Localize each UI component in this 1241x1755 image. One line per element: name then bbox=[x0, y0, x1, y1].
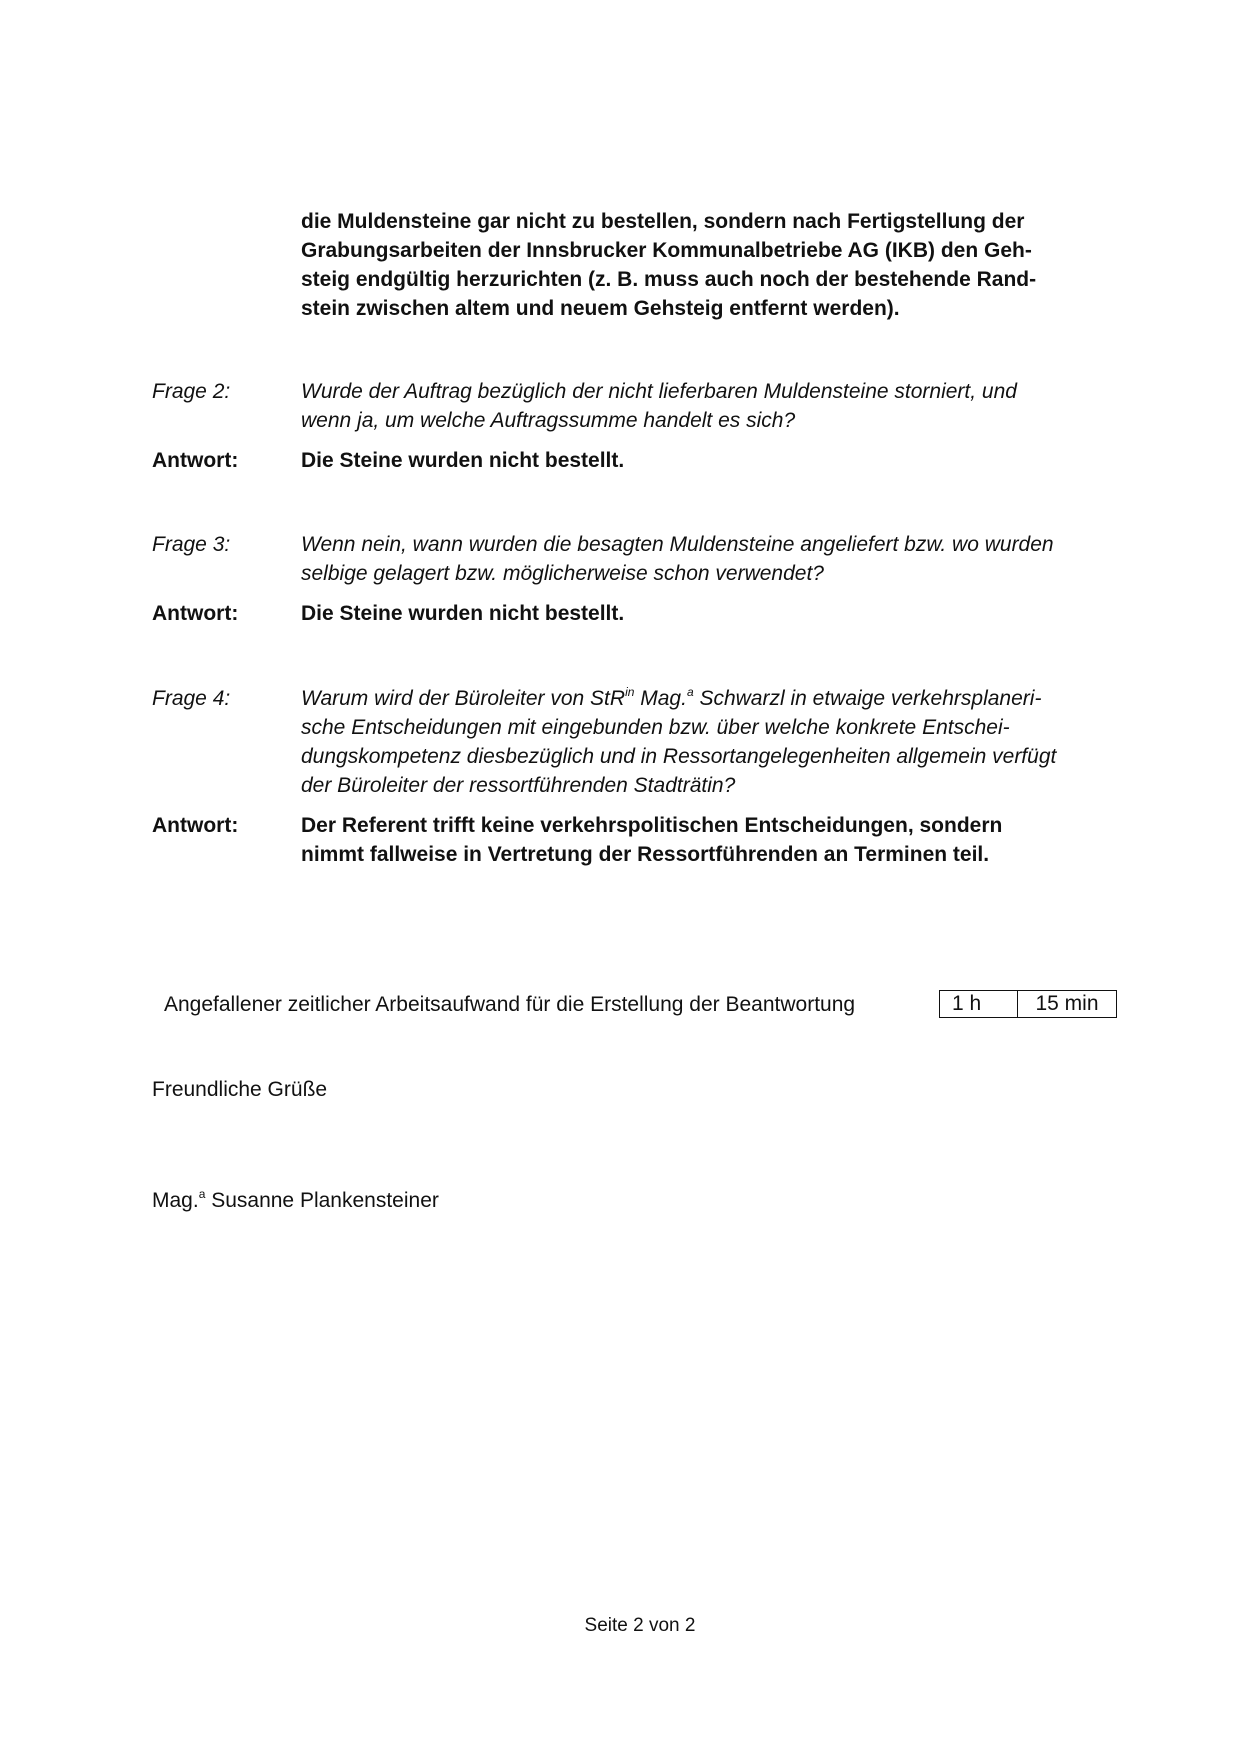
question-row bbox=[152, 377, 1132, 435]
answer-row bbox=[152, 446, 1132, 475]
intro-line: die Muldensteine gar nicht zu bestellen, sondern nach Fertigstellung der bbox=[301, 210, 1025, 233]
answer-line: Die Steine wurden nicht bestellt. bbox=[301, 449, 625, 472]
question-line: dungskompetenz diesbezüglich und in Ressortangelegenheiten allgemein verfügt bbox=[301, 745, 1057, 768]
intro-line: steig endgültig herzurichten (z. B. muss auch noch der bestehende Rand- bbox=[301, 268, 1037, 291]
question-line: wenn ja, um welche Auftragssumme handelt es sich? bbox=[301, 409, 796, 432]
question-line-part: Warum wird der Büroleiter von StR bbox=[301, 687, 626, 710]
question-line: sche Entscheidungen mit eingebunden bzw. über welche konkrete Entschei- bbox=[301, 716, 1010, 739]
qa-block-frage-4 bbox=[152, 684, 1132, 869]
question-line bbox=[301, 687, 1041, 710]
superscript-in: in bbox=[625, 685, 635, 699]
question-row bbox=[152, 530, 1132, 588]
answer-line: Die Steine wurden nicht bestellt. bbox=[301, 602, 625, 625]
question-row bbox=[152, 684, 1132, 800]
answer-text bbox=[301, 811, 1132, 869]
question-label: Frage 3: bbox=[152, 533, 231, 556]
answer-line: Der Referent trifft keine verkehrspolitischen Entscheidungen, sondern bbox=[301, 814, 1003, 837]
answer-line: nimmt fallweise in Vertretung der Ressortführenden an Terminen teil. bbox=[301, 843, 990, 866]
question-line: Wurde der Auftrag bezüglich der nicht lieferbaren Muldensteine storniert, und bbox=[301, 380, 1017, 403]
answer-label: Antwort: bbox=[152, 814, 239, 837]
intro-line: Grabungsarbeiten der Innsbrucker Kommunalbetriebe AG (IKB) den Geh- bbox=[301, 239, 1032, 262]
question-line: der Büroleiter der ressortführenden Stadträtin? bbox=[301, 774, 736, 797]
intro-line: stein zwischen altem und neuem Gehsteig entfernt werden). bbox=[301, 297, 900, 320]
effort-label: Angefallener zeitlicher Arbeitsaufwand für die Erstellung der Beantwortung bbox=[164, 993, 856, 1016]
effort-hours: 1 h bbox=[940, 991, 1018, 1017]
question-line-part: Schwarzl in etwaige verkehrsplaneri- bbox=[693, 687, 1042, 710]
effort-minutes: 15 min bbox=[1035, 992, 1099, 1015]
signature bbox=[152, 1186, 439, 1215]
answer-label: Antwort: bbox=[152, 449, 239, 472]
question-text bbox=[301, 684, 1132, 800]
answer-row bbox=[152, 599, 1132, 628]
answer-label: Antwort: bbox=[152, 602, 239, 625]
signature-sup: a bbox=[198, 1187, 206, 1201]
qa-block-frage-2 bbox=[152, 377, 1132, 475]
effort-row bbox=[164, 990, 1124, 1022]
question-line-part: Mag. bbox=[634, 687, 687, 710]
signature-name: Susanne Plankensteiner bbox=[205, 1189, 439, 1212]
answer-text bbox=[301, 599, 1132, 628]
question-label: Frage 4: bbox=[152, 687, 231, 710]
question-label: Frage 2: bbox=[152, 380, 231, 403]
question-text bbox=[301, 530, 1132, 588]
qa-block-frage-3 bbox=[152, 530, 1132, 628]
answer-text bbox=[301, 446, 1132, 475]
question-text bbox=[301, 377, 1132, 435]
intro-paragraph bbox=[301, 207, 1131, 323]
page-number: Seite 2 von 2 bbox=[584, 1615, 696, 1636]
question-line: selbige gelagert bzw. möglicherweise schon verwendet? bbox=[301, 562, 824, 585]
superscript-a: a bbox=[686, 685, 694, 699]
signature-prefix: Mag. bbox=[152, 1189, 199, 1212]
answer-row bbox=[152, 811, 1132, 869]
effort-box bbox=[939, 990, 1117, 1018]
question-line: Wenn nein, wann wurden die besagten Muldensteine angeliefert bzw. wo wurden bbox=[301, 533, 1054, 556]
greeting: Freundliche Grüße bbox=[152, 1078, 328, 1101]
